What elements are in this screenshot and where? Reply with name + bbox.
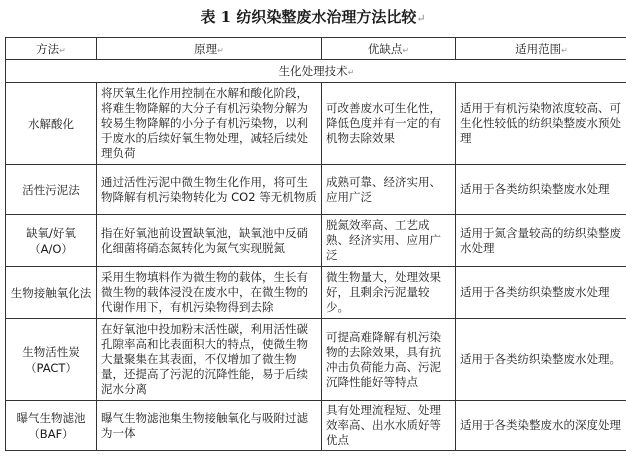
pros-cons-cell: 脱氮效率高、工艺成熟、经济实用、应用广泛 — [322, 215, 456, 267]
method-cell: 生物活性炭（PACT） — [6, 319, 97, 401]
header-pros-cons: 优缺点↵ — [322, 38, 456, 60]
principle-cell: 曝气生物滤池集生物接触氧化与吸附过滤为一体 — [97, 401, 322, 451]
method-cell: 生物接触氧化法 — [6, 267, 97, 319]
scope-cell: 适用于氮含量较高的纺织染整废水处理 — [456, 215, 626, 267]
scope-cell: 适用于有机污染物浓度较高、可生化性较低的纺织染整废水预处理 — [456, 83, 626, 165]
pros-cons-cell: 具有处理流程短、处理效率高、出水水质好等优点 — [322, 401, 456, 451]
principle-cell: 通过活性污泥中微生物生化作用，将可生物降解有机污染物转化为 CO2 等无机物质 — [97, 165, 322, 215]
table-row — [6, 401, 626, 451]
header-method: 方法↵ — [6, 38, 97, 60]
table-title: 表 1 纺织染整废水治理方法比较↵ — [200, 8, 426, 26]
pros-cons-cell: 成熟可靠、经济实用、应用广泛 — [322, 165, 456, 215]
header-scope: 适用范围↵ — [456, 38, 626, 60]
pros-cons-cell: 可提高难降解有机污染物的去除效果，具有抗冲击负荷能力高、污泥沉降性能好等特点 — [322, 319, 456, 401]
scope-cell: 适用于各类纺织染整废水处理 — [456, 267, 626, 319]
method-cell: 缺氧/好氧（A/O） — [6, 215, 97, 267]
section-header: 生化处理技术↵ — [6, 60, 626, 83]
principle-cell: 采用生物填料作为微生物的载体，生长有微生物的载体浸没在废水中，在微生物的代谢作用下，有机污染物得到去除 — [97, 267, 322, 319]
principle-cell: 将厌氧生化作用控制在水解和酸化阶段，将难生物降解的大分子有机污染物分解为较易生物降解的小分子有机污染物，以利于废水的后续好氧生物处理，减轻后续处理负荷 — [97, 83, 322, 165]
scope-cell: 适用于各类纺织染整废水处理 — [456, 165, 626, 215]
table-row — [6, 215, 626, 267]
scope-cell: 适用于各类纺织染整废水处理。 — [456, 319, 626, 401]
header-row — [6, 38, 626, 60]
pros-cons-cell: 可改善废水可生化性，降低色度并有一定的有机物去除效果 — [322, 83, 456, 165]
principle-cell: 指在好氧池前设置缺氧池，缺氧池中反硝化细菌将硝态氮转化为氮气实现脱氮 — [97, 215, 322, 267]
comparison-table — [5, 37, 626, 451]
table-row — [6, 83, 626, 165]
table-row — [6, 319, 626, 401]
principle-cell: 在好氧池中投加粉末活性碳，利用活性碳孔隙率高和比表面积大的特点，使微生物大量聚集在其表面，不仅增加了微生物量，还提高了污泥的沉降性能，易于后续泥水分离 — [97, 319, 322, 401]
method-cell: 活性污泥法 — [6, 165, 97, 215]
method-cell: 水解酸化 — [6, 83, 97, 165]
pros-cons-cell: 微生物量大，处理效果好，且剩余污泥量较少。 — [322, 267, 456, 319]
header-principle: 原理↵ — [97, 38, 322, 60]
table-row — [6, 267, 626, 319]
table-row — [6, 165, 626, 215]
method-cell: 曝气生物滤池（BAF） — [6, 401, 97, 451]
scope-cell: 适用于各类染整废水的深度处理 — [456, 401, 626, 451]
